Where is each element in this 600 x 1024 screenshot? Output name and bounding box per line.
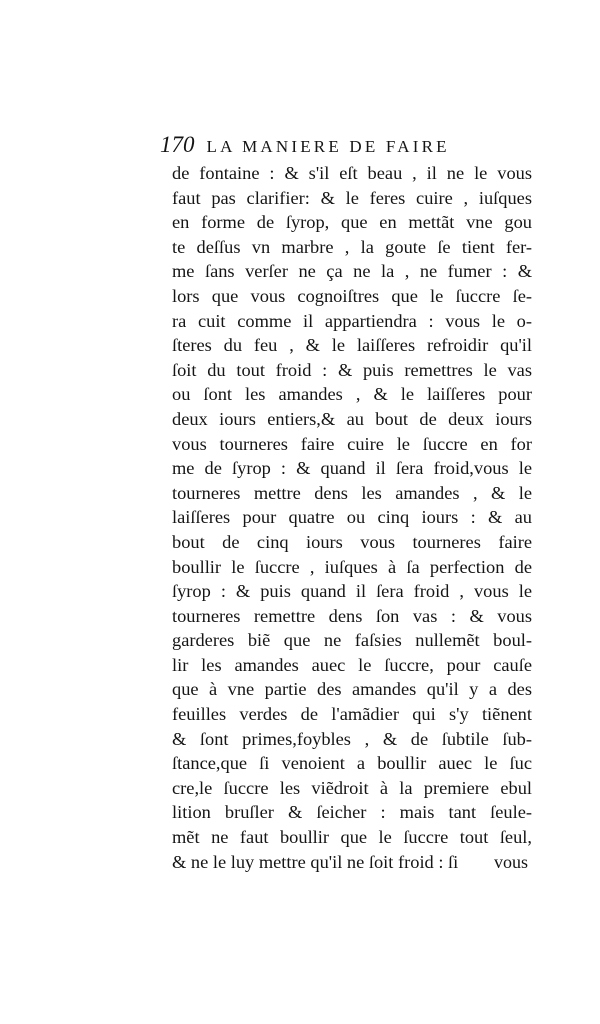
catchword: vous <box>494 852 529 872</box>
text-line: lors que vous cognoiſtres que le ſuccre ſe- <box>172 285 532 306</box>
text-line: ra cuit comme il appartiendra : vous le o- <box>172 310 532 331</box>
text-line: ſoit du tout froid : & puis remettres le vas <box>172 359 532 380</box>
text-line: feuilles verdes de l'amãdier qui s'y tiẽnent <box>172 704 532 725</box>
text-line: ſteres du feu , & le laiſſeres refroidir qu'il <box>172 335 532 356</box>
page-number: 170 <box>160 132 195 157</box>
body-text <box>172 161 532 874</box>
text-line: tourneres mettre dens les amandes , & le <box>172 482 532 503</box>
running-head <box>160 132 532 160</box>
text-line: ſyrop : & puis quand il ſera froid , vous le <box>172 581 532 602</box>
text-line: & ne le luy mettre qu'il ne ſoit froid : ſi <box>172 851 459 872</box>
text-line: bout de cinq iours vous tourneres faire <box>172 531 532 552</box>
running-title: LA MANIERE DE FAIRE <box>206 137 450 156</box>
text-line: de fontaine : & s'il eſt beau , il ne le vous <box>172 163 532 183</box>
text-line: faut pas clarifier: & le feres cuire , iuſques <box>172 187 532 208</box>
text-line: en forme de ſyrop, que en mettãt vne gou <box>172 212 532 233</box>
text-line: que à vne partie des amandes qu'il y a des <box>172 679 532 700</box>
text-line: lition bruſler & ſeicher : mais tant ſeule- <box>172 802 532 823</box>
text-line: garderes biẽ que ne faſsies nullemẽt boul- <box>172 630 532 651</box>
text-line: mẽt ne faut boullir que le ſuccre tout ſeul, <box>172 827 532 848</box>
text-line: me ſans verſer ne ça ne la , ne fumer : & <box>172 261 532 282</box>
text-line: laiſſeres pour quatre ou cinq iours : & au <box>172 507 532 528</box>
text-line: & ſont primes,foybles , & de ſubtile ſub- <box>172 728 532 749</box>
text-line: me de ſyrop : & quand il ſera froid,vous le <box>172 458 532 479</box>
text-line: tourneres remettre dens ſon vas : & vous <box>172 605 532 626</box>
text-line: te deſſus vn marbre , la goute ſe tient fer- <box>172 236 532 257</box>
text-line: lir les amandes auec le ſuccre, pour cauſe <box>172 654 532 675</box>
text-line: cre,le ſuccre les viẽdroit à la premiere ebul <box>172 777 532 798</box>
text-line: ſtance,que ſi venoient a boullir auec le ſuc <box>172 753 532 774</box>
text-line: vous tourneres faire cuire le ſuccre en for <box>172 433 532 454</box>
text-line: ou ſont les amandes , & le laiſſeres pour <box>172 384 532 405</box>
text-line: boullir le ſuccre , iuſques à ſa perfection de <box>172 556 532 577</box>
text-line: deux iours entiers,& au bout de deux iours <box>172 408 532 429</box>
